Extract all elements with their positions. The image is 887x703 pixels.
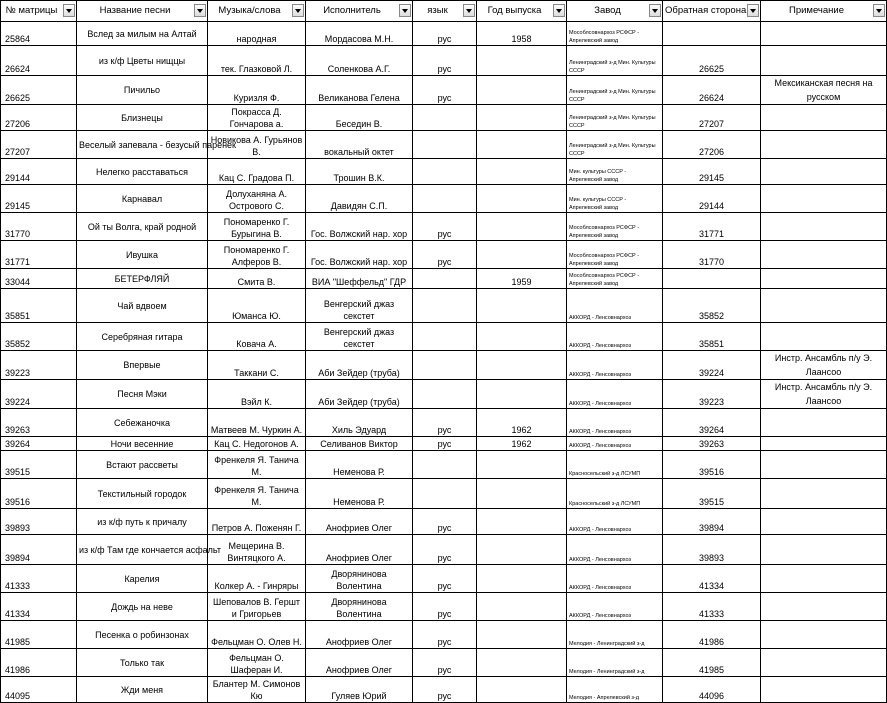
cell-release-year[interactable] — [477, 451, 567, 479]
column-header-label: Обратная сторона — [665, 5, 747, 16]
column-header-label: Название песни — [99, 5, 171, 16]
cell-music-lyrics[interactable]: Смита В. — [208, 269, 306, 289]
column-header-matrix-number — [1, 1, 77, 22]
cell-factory[interactable]: АККОРД - Ленсовнархоз — [567, 535, 663, 565]
cell-music-lyrics[interactable]: Петров А. Поженян Г. — [208, 509, 306, 535]
table-row — [1, 677, 887, 703]
cell-music-lyrics[interactable]: Пономаренко Г. Бурыгина В. — [208, 213, 306, 241]
cell-performer[interactable]: Дворянинова Волентина — [306, 565, 413, 593]
cell-song-title[interactable]: Ой ты Волга, край родной — [77, 213, 208, 241]
cell-matrix-number[interactable]: 39894 — [1, 535, 77, 565]
cell-factory[interactable]: АККОРД - Ленсовнархоз — [567, 380, 663, 409]
table-row — [1, 509, 887, 535]
cell-release-year[interactable] — [477, 621, 567, 649]
table-row — [1, 451, 887, 479]
cell-performer[interactable]: Хиль Эдуард — [306, 409, 413, 437]
cell-factory[interactable]: АККОРД - Ленсовнархоз — [567, 323, 663, 351]
cell-factory[interactable]: Ленинградский з-д Мин. Культуры СССР — [567, 131, 663, 159]
cell-song-title[interactable]: из к/ф путь к причалу — [77, 509, 208, 535]
cell-note[interactable] — [761, 535, 887, 565]
cell-language[interactable] — [413, 185, 477, 213]
cell-reverse-side[interactable] — [663, 269, 761, 289]
cell-note[interactable]: Инстр. Ансамбль п/у Э. Лаансоо — [761, 351, 887, 380]
cell-reverse-side[interactable]: 35851 — [663, 323, 761, 351]
cell-reverse-side[interactable]: 39893 — [663, 535, 761, 565]
filter-dropdown-icon[interactable] — [747, 4, 759, 17]
cell-language[interactable]: рус — [413, 677, 477, 703]
cell-reverse-side[interactable] — [663, 22, 761, 46]
cell-matrix-number[interactable]: 29145 — [1, 185, 77, 213]
cell-music-lyrics[interactable]: Покрасса Д. Гончарова а. — [208, 105, 306, 131]
cell-matrix-number[interactable]: 26625 — [1, 76, 77, 105]
cell-matrix-number[interactable]: 39263 — [1, 409, 77, 437]
cell-reverse-side[interactable]: 44096 — [663, 677, 761, 703]
cell-song-title[interactable]: Дождь на неве — [77, 593, 208, 621]
cell-note[interactable] — [761, 131, 887, 159]
table-row — [1, 380, 887, 409]
cell-language[interactable]: рус — [413, 437, 477, 451]
cell-note[interactable] — [761, 593, 887, 621]
cell-note[interactable] — [761, 46, 887, 76]
cell-language[interactable]: рус — [413, 241, 477, 269]
cell-performer[interactable]: Анофриев Олег — [306, 621, 413, 649]
cell-language[interactable]: рус — [413, 409, 477, 437]
cell-language[interactable] — [413, 451, 477, 479]
cell-reverse-side[interactable]: 39223 — [663, 380, 761, 409]
cell-factory[interactable]: Мособлсовнархоз РСФСР - Апрелевский завод — [567, 213, 663, 241]
cell-note[interactable] — [761, 241, 887, 269]
cell-performer[interactable]: Аби Зейдер (труба) — [306, 351, 413, 380]
cell-performer[interactable]: Неменова Р. — [306, 451, 413, 479]
cell-song-title[interactable]: из к/ф Цветы нищцы — [77, 46, 208, 76]
cell-language[interactable]: рус — [413, 22, 477, 46]
cell-note[interactable] — [761, 565, 887, 593]
cell-performer[interactable]: Мордасова М.Н. — [306, 22, 413, 46]
cell-language[interactable]: рус — [413, 213, 477, 241]
cell-note[interactable] — [761, 451, 887, 479]
cell-song-title[interactable]: Жди меня — [77, 677, 208, 703]
cell-language[interactable] — [413, 351, 477, 380]
cell-reverse-side[interactable]: 27207 — [663, 105, 761, 131]
cell-language[interactable]: рус — [413, 46, 477, 76]
table-row — [1, 213, 887, 241]
column-header-label: Исполнитель — [323, 5, 381, 16]
cell-performer[interactable]: Гос. Волжский нар. хор — [306, 213, 413, 241]
cell-performer[interactable]: Дворянинова Волентина — [306, 593, 413, 621]
cell-matrix-number[interactable]: 39264 — [1, 437, 77, 451]
cell-performer[interactable]: Соленкова А.Г. — [306, 46, 413, 76]
cell-language[interactable] — [413, 159, 477, 185]
cell-release-year[interactable] — [477, 677, 567, 703]
cell-language[interactable] — [413, 479, 477, 509]
cell-note[interactable] — [761, 159, 887, 185]
column-header-label: № матрицы — [5, 5, 58, 16]
cell-matrix-number[interactable]: 39893 — [1, 509, 77, 535]
column-header-label: Год выпуска — [487, 5, 542, 16]
cell-song-title[interactable]: Серебряная гитара — [77, 323, 208, 351]
cell-performer[interactable]: Беседин В. — [306, 105, 413, 131]
cell-factory[interactable]: Мособлсовнархоз РСФСР - Апрелевский завод — [567, 241, 663, 269]
cell-matrix-number[interactable]: 35852 — [1, 323, 77, 351]
cell-music-lyrics[interactable]: Френкеля Я. Танича М. — [208, 451, 306, 479]
table-row — [1, 46, 887, 76]
cell-reverse-side[interactable]: 39224 — [663, 351, 761, 380]
cell-release-year[interactable] — [477, 509, 567, 535]
cell-song-title[interactable]: из к/ф Там где кончается асфальт — [77, 535, 208, 565]
cell-note[interactable]: Мексиканская песня на русском — [761, 76, 887, 105]
cell-matrix-number[interactable]: 25864 — [1, 22, 77, 46]
cell-reverse-side[interactable]: 35852 — [663, 289, 761, 323]
cell-matrix-number[interactable]: 26624 — [1, 46, 77, 76]
cell-matrix-number[interactable]: 41985 — [1, 621, 77, 649]
cell-matrix-number[interactable]: 33044 — [1, 269, 77, 289]
table-row — [1, 351, 887, 380]
cell-song-title[interactable]: Впервые — [77, 351, 208, 380]
table-row — [1, 649, 887, 677]
cell-factory[interactable]: Мелодия - Ленинградский з-д — [567, 621, 663, 649]
cell-performer[interactable]: ВИА "Шеффельд" ГДР — [306, 269, 413, 289]
cell-language[interactable] — [413, 323, 477, 351]
cell-release-year[interactable] — [477, 241, 567, 269]
cell-music-lyrics[interactable]: Френкеля Я. Танича М. — [208, 479, 306, 509]
cell-reverse-side[interactable]: 41333 — [663, 593, 761, 621]
column-header-note — [761, 1, 887, 22]
cell-song-title[interactable]: Встают рассветы — [77, 451, 208, 479]
cell-release-year[interactable] — [477, 380, 567, 409]
cell-note[interactable] — [761, 509, 887, 535]
cell-factory[interactable]: АККОРД - Ленсовнархоз — [567, 289, 663, 323]
cell-music-lyrics[interactable]: Фельцман О. Олев Н. — [208, 621, 306, 649]
cell-language[interactable]: рус — [413, 621, 477, 649]
cell-release-year[interactable] — [477, 46, 567, 76]
cell-release-year[interactable] — [477, 131, 567, 159]
cell-note[interactable] — [761, 479, 887, 509]
filter-dropdown-icon[interactable] — [292, 4, 304, 17]
cell-performer[interactable]: Анофриев Олег — [306, 509, 413, 535]
cell-music-lyrics[interactable]: Мещерина В. Винтяцкого А. — [208, 535, 306, 565]
cell-song-title[interactable]: Вслед за милым на Алтай — [77, 22, 208, 46]
cell-music-lyrics[interactable]: Пономаренко Г. Алферов В. — [208, 241, 306, 269]
cell-release-year[interactable]: 1962 — [477, 437, 567, 451]
cell-reverse-side[interactable]: 29145 — [663, 159, 761, 185]
cell-factory[interactable]: Ленинградский з-д Мин. Культуры СССР — [567, 105, 663, 131]
cell-music-lyrics[interactable]: Матвеев М. Чуркин А. — [208, 409, 306, 437]
table-row — [1, 593, 887, 621]
cell-reverse-side[interactable]: 41334 — [663, 565, 761, 593]
cell-release-year[interactable] — [477, 185, 567, 213]
cell-performer[interactable]: Гос. Волжский нар. хор — [306, 241, 413, 269]
cell-song-title[interactable]: Карелия — [77, 565, 208, 593]
cell-matrix-number[interactable]: 27206 — [1, 105, 77, 131]
cell-song-title[interactable]: Ночи весенние — [77, 437, 208, 451]
column-header-performer — [306, 1, 413, 22]
cell-reverse-side[interactable]: 39516 — [663, 451, 761, 479]
cell-matrix-number[interactable]: 41333 — [1, 565, 77, 593]
cell-music-lyrics[interactable]: Юманса Ю. — [208, 289, 306, 323]
filter-dropdown-icon[interactable] — [873, 4, 885, 17]
cell-release-year[interactable]: 1958 — [477, 22, 567, 46]
cell-note[interactable] — [761, 323, 887, 351]
cell-release-year[interactable]: 1959 — [477, 269, 567, 289]
cell-music-lyrics[interactable]: Фельцман О. Шаферан И. — [208, 649, 306, 677]
cell-music-lyrics[interactable]: Блантер М. Симонов Кю — [208, 677, 306, 703]
table-row — [1, 621, 887, 649]
cell-factory[interactable]: Мособлсовнархоз РСФСР - Апрелевский завод — [567, 22, 663, 46]
cell-matrix-number[interactable]: 44095 — [1, 677, 77, 703]
table-row — [1, 289, 887, 323]
cell-performer[interactable]: Селиванов Виктор — [306, 437, 413, 451]
cell-reverse-side[interactable]: 31770 — [663, 241, 761, 269]
table-row — [1, 535, 887, 565]
column-header-label: язык — [427, 5, 448, 16]
column-header-label: Примечание — [789, 5, 844, 16]
cell-performer[interactable]: Гуляев Юрий — [306, 677, 413, 703]
cell-release-year[interactable] — [477, 593, 567, 621]
table-row — [1, 409, 887, 437]
table-row — [1, 241, 887, 269]
cell-song-title[interactable]: Пичильо — [77, 76, 208, 105]
cell-release-year[interactable] — [477, 479, 567, 509]
column-header-language — [413, 1, 477, 22]
cell-song-title[interactable]: БЕТЕРФЛЯЙ — [77, 269, 208, 289]
cell-matrix-number[interactable]: 31771 — [1, 241, 77, 269]
column-header-song-title — [77, 1, 208, 22]
cell-song-title[interactable]: Чай вдвоем — [77, 289, 208, 323]
cell-matrix-number[interactable]: 27207 — [1, 131, 77, 159]
cell-note[interactable] — [761, 437, 887, 451]
cell-note[interactable] — [761, 105, 887, 131]
cell-music-lyrics[interactable]: тек. Глазковой Л. — [208, 46, 306, 76]
cell-song-title[interactable]: Нелегко расставаться — [77, 159, 208, 185]
cell-reverse-side[interactable]: 39264 — [663, 409, 761, 437]
cell-reverse-side[interactable]: 39515 — [663, 479, 761, 509]
cell-note[interactable] — [761, 677, 887, 703]
cell-language[interactable]: рус — [413, 593, 477, 621]
table-row — [1, 131, 887, 159]
cell-factory[interactable]: Мелодия - Ленинградский з-д — [567, 649, 663, 677]
cell-performer[interactable]: Венгерский джаз секстет — [306, 323, 413, 351]
cell-matrix-number[interactable]: 41986 — [1, 649, 77, 677]
cell-performer[interactable]: Давидян С.П. — [306, 185, 413, 213]
table-row — [1, 22, 887, 46]
cell-song-title[interactable]: Близнецы — [77, 105, 208, 131]
filter-dropdown-icon[interactable] — [553, 4, 565, 17]
cell-factory[interactable]: Ленинградский з-д Мин. Культуры СССР — [567, 76, 663, 105]
cell-song-title[interactable]: Песня Мэки — [77, 380, 208, 409]
cell-reverse-side[interactable]: 27206 — [663, 131, 761, 159]
cell-language[interactable]: рус — [413, 535, 477, 565]
cell-language[interactable]: рус — [413, 565, 477, 593]
table-body — [1, 22, 887, 703]
cell-music-lyrics[interactable]: Вэйл К. — [208, 380, 306, 409]
cell-performer[interactable]: Неменова Р. — [306, 479, 413, 509]
filter-dropdown-icon[interactable] — [649, 4, 661, 17]
cell-factory[interactable]: Ленинградский з-д Мин. Культуры СССР — [567, 46, 663, 76]
cell-release-year[interactable] — [477, 351, 567, 380]
cell-release-year[interactable] — [477, 649, 567, 677]
cell-release-year[interactable] — [477, 323, 567, 351]
cell-note[interactable] — [761, 213, 887, 241]
filter-dropdown-icon[interactable] — [463, 4, 475, 17]
cell-matrix-number[interactable]: 31770 — [1, 213, 77, 241]
cell-note[interactable]: Инстр. Ансамбль п/у Э. Лаансоо — [761, 380, 887, 409]
cell-matrix-number[interactable]: 41334 — [1, 593, 77, 621]
table-row — [1, 437, 887, 451]
cell-performer[interactable]: Великанова Гелена — [306, 76, 413, 105]
cell-release-year[interactable] — [477, 159, 567, 185]
cell-reverse-side[interactable]: 41986 — [663, 621, 761, 649]
cell-music-lyrics[interactable]: Кац С. Недогонов А. — [208, 437, 306, 451]
cell-release-year[interactable] — [477, 565, 567, 593]
cell-reverse-side[interactable]: 41985 — [663, 649, 761, 677]
table-row — [1, 185, 887, 213]
cell-performer[interactable]: вокальный октет — [306, 131, 413, 159]
table-row — [1, 269, 887, 289]
cell-release-year[interactable]: 1962 — [477, 409, 567, 437]
cell-release-year[interactable] — [477, 213, 567, 241]
cell-performer[interactable]: Трошин В.К. — [306, 159, 413, 185]
cell-language[interactable] — [413, 269, 477, 289]
cell-reverse-side[interactable]: 39263 — [663, 437, 761, 451]
cell-matrix-number[interactable]: 39223 — [1, 351, 77, 380]
table-row — [1, 479, 887, 509]
column-header-label: Завод — [594, 5, 621, 16]
cell-performer[interactable]: Венгерский джаз секстет — [306, 289, 413, 323]
filter-dropdown-icon[interactable] — [399, 4, 411, 17]
column-header-music-lyrics — [208, 1, 306, 22]
cell-factory[interactable]: Мелодия - Апрелевский з-д — [567, 677, 663, 703]
column-header-label: Музыка/слова — [218, 5, 281, 16]
cell-matrix-number[interactable]: 35851 — [1, 289, 77, 323]
cell-factory[interactable]: Мин. культуры СССР - Апрелевский завод — [567, 185, 663, 213]
cell-factory[interactable]: Мособлсовнархоз РСФСР - Апрелевский завод — [567, 269, 663, 289]
cell-music-lyrics[interactable]: Колкер А. - Гинряры — [208, 565, 306, 593]
cell-music-lyrics[interactable]: Шеповалов В. Гершт и Григорьев — [208, 593, 306, 621]
column-header-release-year — [477, 1, 567, 22]
cell-song-title[interactable]: Текстильный городок — [77, 479, 208, 509]
cell-factory[interactable]: АККОРД - Ленсовнархоз — [567, 409, 663, 437]
cell-matrix-number[interactable]: 39516 — [1, 479, 77, 509]
table-row — [1, 76, 887, 105]
cell-factory[interactable]: Красносельский з-д ЛСУМП — [567, 451, 663, 479]
table-row — [1, 323, 887, 351]
cell-music-lyrics[interactable]: Новикова А. Гурьянов В. — [208, 131, 306, 159]
cell-music-lyrics[interactable]: Куризля Ф. — [208, 76, 306, 105]
cell-reverse-side[interactable]: 26625 — [663, 46, 761, 76]
cell-music-lyrics[interactable]: Кац С. Градова П. — [208, 159, 306, 185]
table-row — [1, 565, 887, 593]
cell-factory[interactable]: АККОРД - Ленсовнархоз — [567, 437, 663, 451]
cell-language[interactable] — [413, 105, 477, 131]
cell-note[interactable] — [761, 185, 887, 213]
cell-matrix-number[interactable]: 39515 — [1, 451, 77, 479]
cell-note[interactable] — [761, 409, 887, 437]
cell-music-lyrics[interactable]: Таккани С. — [208, 351, 306, 380]
cell-reverse-side[interactable]: 39894 — [663, 509, 761, 535]
cell-song-title[interactable]: Песенка о робинзонах — [77, 621, 208, 649]
cell-reverse-side[interactable]: 29144 — [663, 185, 761, 213]
cell-release-year[interactable] — [477, 105, 567, 131]
cell-factory[interactable]: Красносельский з-д ЛСУМП — [567, 479, 663, 509]
cell-release-year[interactable] — [477, 76, 567, 105]
cell-matrix-number[interactable]: 39224 — [1, 380, 77, 409]
cell-note[interactable] — [761, 621, 887, 649]
cell-music-lyrics[interactable]: Долуханяна А. Острового С. — [208, 185, 306, 213]
cell-language[interactable]: рус — [413, 509, 477, 535]
cell-language[interactable]: рус — [413, 649, 477, 677]
cell-music-lyrics[interactable]: народная — [208, 22, 306, 46]
cell-factory[interactable]: АККОРД - Ленсовнархоз — [567, 593, 663, 621]
cell-performer[interactable]: Анофриев Олег — [306, 649, 413, 677]
cell-note[interactable] — [761, 269, 887, 289]
cell-song-title[interactable]: Карнавал — [77, 185, 208, 213]
filter-dropdown-icon[interactable] — [63, 4, 75, 17]
cell-song-title[interactable]: Себежаночка — [77, 409, 208, 437]
cell-song-title[interactable]: Только так — [77, 649, 208, 677]
cell-note[interactable] — [761, 22, 887, 46]
cell-language[interactable] — [413, 289, 477, 323]
cell-note[interactable] — [761, 649, 887, 677]
cell-factory[interactable]: Мин. культуры СССР - Апрелевский завод — [567, 159, 663, 185]
table-row — [1, 105, 887, 131]
column-header-factory — [567, 1, 663, 22]
cell-song-title[interactable]: Ивушка — [77, 241, 208, 269]
column-header-reverse-side — [663, 1, 761, 22]
cell-factory[interactable]: АККОРД - Ленсовнархоз — [567, 351, 663, 380]
filter-dropdown-icon[interactable] — [194, 4, 206, 17]
cell-release-year[interactable] — [477, 535, 567, 565]
cell-note[interactable] — [761, 289, 887, 323]
table-row — [1, 159, 887, 185]
cell-reverse-side[interactable]: 31771 — [663, 213, 761, 241]
cell-matrix-number[interactable]: 29144 — [1, 159, 77, 185]
cell-release-year[interactable] — [477, 289, 567, 323]
cell-music-lyrics[interactable]: Ковача А. — [208, 323, 306, 351]
cell-language[interactable] — [413, 380, 477, 409]
cell-language[interactable] — [413, 131, 477, 159]
cell-reverse-side[interactable]: 26624 — [663, 76, 761, 105]
cell-factory[interactable]: АККОРД - Ленсовнархоз — [567, 509, 663, 535]
header-row — [1, 1, 887, 22]
cell-performer[interactable]: Анофриев Олег — [306, 535, 413, 565]
cell-song-title[interactable]: Веселый запевала - безусый паренек — [77, 131, 208, 159]
cell-performer[interactable]: Аби Зейдер (труба) — [306, 380, 413, 409]
cell-language[interactable]: рус — [413, 76, 477, 105]
cell-factory[interactable]: АККОРД - Ленсовнархоз — [567, 565, 663, 593]
